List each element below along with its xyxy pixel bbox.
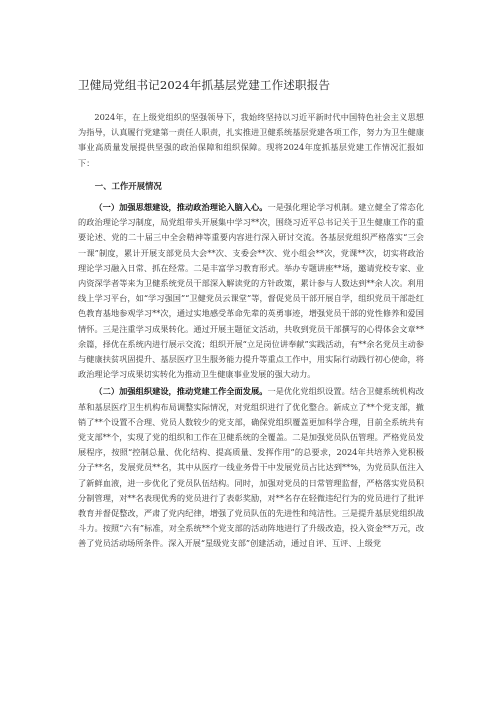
section-1-paragraph xyxy=(78,200,424,382)
section-2-body: 一是优化党组织设置。结合卫健系统机构改革和基层医疗卫生机构布局调整实际情况，对党组织进行了优化整合。新成立了**个党支部，撤销了**个设置不合理、党员人数较少的党支部，确保党组织覆盖更加科学合理，目前全系统共有党支部**个，实现了党的组织和工作在卫健系统的全覆盖。二是加强党员队伍管理。严格党员发展程序，按照“控制总量、优化结构、提高质量、发挥作用”的总要求，2024年共培养入党积极分子**名，发展党员**名，其中从医疗一线业务骨干中发展党员占比达到**%，为党员队伍注入了新鲜血液，进一步优化了党员队伍结构。同时，加强对党员的日常管理监督，严格落实党员积分制管理，对**名表现优秀的党员进行了表彰奖励，对**名存在轻微违纪行为的党员进行了批评教育并督促整改，严肃了党内纪律，增强了党员队伍的先进性和纯洁性。三是提升基层党组织战斗力。按照“六有”标准，对全系统**个党支部的活动阵地进行了升级改造，投入资金**万元，改善了党员活动场所条件。深入开展“星级党支部”创建活动，通过自评、互评、上级党 xyxy=(78,386,424,549)
section-2-paragraph xyxy=(78,384,424,551)
section-1-body: 一是强化理论学习机制。建立健全了常态化的政治理论学习制度，局党组带头开展集中学习**次，围绕习近平总书记关于卫生健康工作的重要论述、党的二十届三中全会精神等重要内容进行深入研讨交流。各基层党组织严格落实“三会一课”制度，累计开展支部党员大会**次、支委会**次、党小组会**次，党课**次，切实将政治理论学习融入日常、抓在经常。二是丰富学习教育形式。举办专题讲座**场，邀请党校专家、业内资深学者等来为卫健系统党员干部深入解读党的方针政策，累计参与人数达到**余人次。利用线上学习平台，如“学习强国”“卫健党员云课堂”等，督促党员干部开展自学，组织党员干部赴红色教育基地参观学习**次，通过实地感受革命先辈的英勇事迹，增强党员干部的党性修养和爱国情怀。三是注重学习成果转化。通过开展主题征文活动，共收到党员干部撰写的心得体会文章**余篇，择优在系统内进行展示交流；组织开展“立足岗位讲奉献”实践活动，有**余名党员主动参与健康扶贫巩固提升、基层医疗卫生服务能力提升等重点工作中，用实际行动践行初心使命，将政治理论学习成果切实转化为推动卫生健康事业发展的强大动力。 xyxy=(78,202,424,380)
intro-paragraph: 2024年，在上级党组织的坚强领导下，我始终坚持以习近平新时代中国特色社会主义思想为指导，认真履行党建第一责任人职责，扎实推进卫健系统基层党建各项工作，努力为卫生健康事业高质量发展提供坚强的政治保障和组织保障。现将2024年度抓基层党建工作情况汇报如下： xyxy=(78,112,424,168)
section-heading-1: 一、工作开展情况 xyxy=(94,180,162,191)
document-title: 卫健局党组书记2024年抓基层党建工作述职报告 xyxy=(78,78,331,92)
section-2-lead: （二）加强组织建设，推动党建工作全面发展。 xyxy=(94,386,268,397)
section-1-lead: （一）加强思想建设，推动政治理论入脑入心。 xyxy=(94,202,268,213)
